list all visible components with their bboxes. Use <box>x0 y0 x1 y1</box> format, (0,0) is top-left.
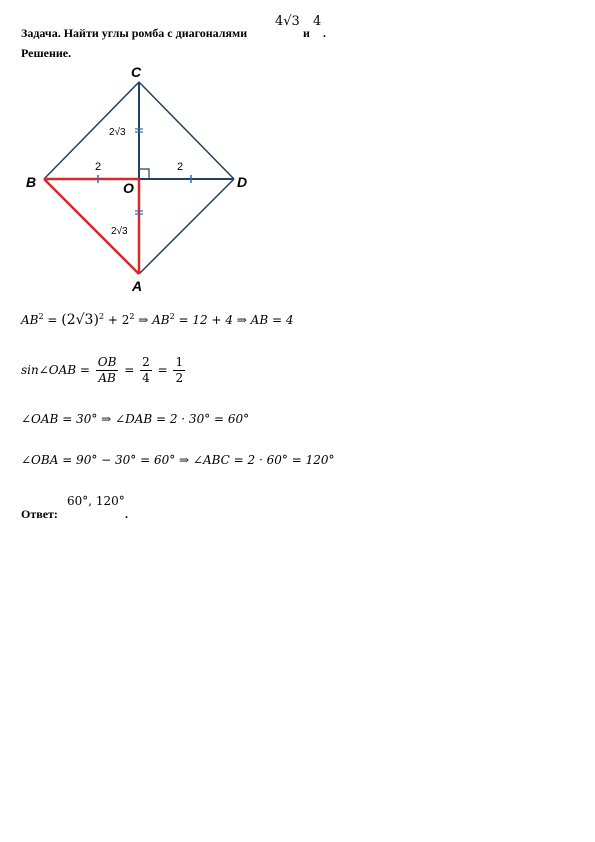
task-end: . <box>323 26 326 40</box>
diagonal-1-value: 4√3 <box>275 14 300 29</box>
vertex-a-label: A <box>132 278 143 294</box>
side-cd <box>139 82 234 179</box>
task-text: Задача. Найти углы ромба с диагоналями <box>21 26 248 40</box>
right-angle-mark <box>139 169 149 179</box>
side-da <box>139 179 234 274</box>
vertex-d-label: D <box>237 174 248 190</box>
label-od: 2 <box>177 161 184 173</box>
answer-value: 60°, 120° <box>67 494 125 508</box>
rhombus-figure <box>0 0 595 300</box>
diagonal-2-value: 4 <box>313 14 322 29</box>
equation-sine: sin∠OAB = $\frac{OB}{AB}$ = $\frac{2}{4}$ = $\frac{1}{2}$ <box>21 355 184 385</box>
equation-pythagoras: $AB^2 = (2√3)^2 + 2^2$ ⇒ $AB^2 = 12 + 4$ ⇒ AB = 4 <box>21 312 294 328</box>
equation-angle-abc: ∠OBA = 90° − 30° = 60° ⇒ ∠ABC = 2 · 60° = 120° <box>21 453 335 467</box>
label-oc: 2√3 <box>109 127 126 138</box>
answer-end: . <box>125 507 128 521</box>
equation-angle-dab: ∠OAB = 30° ⇒ ∠DAB = 2 · 30° = 60° <box>21 412 250 426</box>
task-and: и <box>303 26 310 40</box>
vertex-o-label: O <box>123 180 134 196</box>
solution-label: Решение. <box>21 46 72 60</box>
label-oa: 2√3 <box>111 226 128 237</box>
vertex-c-label: C <box>131 64 142 80</box>
label-ob: 2 <box>95 161 102 173</box>
answer-label: Ответ: <box>21 507 58 521</box>
vertex-b-label: B <box>26 174 37 190</box>
